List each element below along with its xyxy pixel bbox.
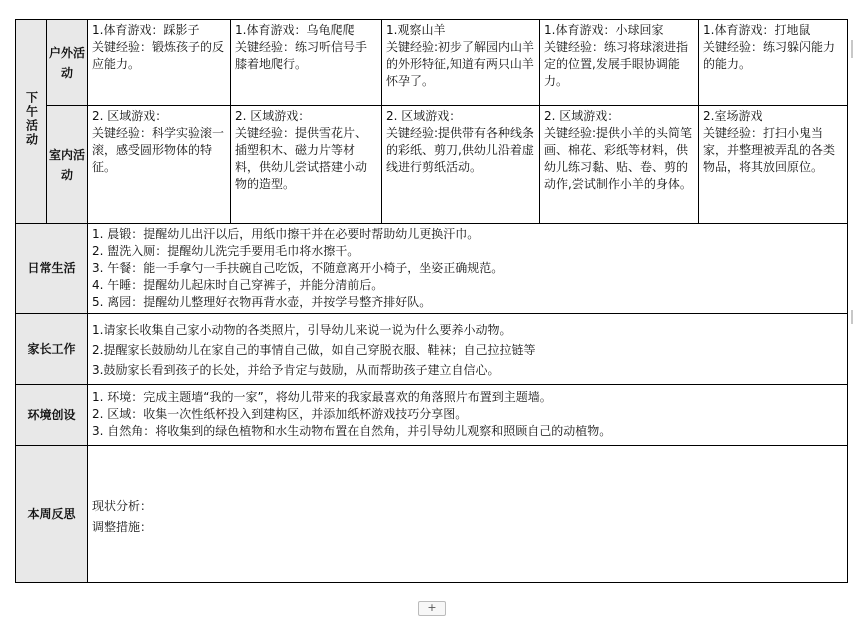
- weekly-plan-table: [15, 19, 848, 583]
- parent-item: 2.提醒家长鼓励幼儿在家自己的事情自己做，如自己穿脱衣服、鞋袜；自己拉拉链等: [92, 343, 536, 357]
- reflection-label: 本周反思: [16, 446, 88, 583]
- reflection-cell[interactable]: [88, 446, 848, 583]
- daily-item: 2. 盥洗入厕：提醒幼儿洗完手要用毛巾将水擦干。: [92, 244, 360, 258]
- outdoor-cell-3[interactable]: 1.观察山羊 关键经验:初步了解园内山羊的外形特征,知道有两只山羊怀孕了。: [382, 20, 540, 106]
- environment-item: 1. 环境：完成主题墙“我的一家”，将幼儿带来的我家最喜欢的角落照片布置到主题墙。: [92, 390, 552, 404]
- environment-row: [16, 385, 848, 446]
- document-page: [15, 19, 847, 583]
- parent-label: 家长工作: [16, 314, 88, 385]
- parent-cell[interactable]: [88, 314, 848, 385]
- indoor-cell-3[interactable]: 2. 区域游戏： 关键经验:提供带有各种线条的彩纸、剪刀,供幼儿沿着虚线进行剪纸活动。: [382, 106, 540, 224]
- reflection-row: [16, 446, 848, 583]
- daily-row: [16, 224, 848, 314]
- indoor-label: 室内活动: [47, 106, 88, 224]
- indoor-cell-4[interactable]: 2. 区域游戏： 关键经验:提供小羊的头简笔画、棉花、彩纸等材料，供幼儿练习黏、贴、卷、剪的动作,尝试制作小羊的身体。: [540, 106, 699, 224]
- daily-item: 4. 午睡：提醒幼儿起床时自己穿裤子，并能分清前后。: [92, 278, 384, 292]
- outdoor-cell-5[interactable]: 1.体育游戏：打地鼠 关键经验：练习躲闪能力的能力。: [699, 20, 848, 106]
- daily-label: 日常生活: [16, 224, 88, 314]
- outdoor-label: 户外活动: [47, 20, 88, 106]
- daily-cell[interactable]: [88, 224, 848, 314]
- indoor-row: [16, 106, 848, 224]
- outdoor-cell-1[interactable]: 1.体育游戏：踩影子 关键经验：锻炼孩子的反应能力。: [88, 20, 231, 106]
- environment-item: 3. 自然角：将收集到的绿色植物和水生动物布置在自然角，并引导幼儿观察和照顾自己的动植物。: [92, 424, 612, 438]
- outdoor-cell-4[interactable]: 1.体育游戏：小球回家 关键经验：练习将球滚进指定的位置,发展手眼协调能力。: [540, 20, 699, 106]
- reflection-analysis: 现状分析：: [92, 499, 153, 513]
- parent-row: [16, 314, 848, 385]
- environment-item: 2. 区域：收集一次性纸杯投入到建构区，并添加纸杯游戏技巧分享图。: [92, 407, 468, 421]
- environment-label: 环境创设: [16, 385, 88, 446]
- parent-item: 3.鼓励家长看到孩子的长处，并给予肯定与鼓励，从而帮助孩子建立自信心。: [92, 363, 500, 377]
- scrollbar-marker[interactable]: [851, 40, 853, 58]
- expand-button[interactable]: +: [418, 601, 446, 616]
- daily-item: 3. 午餐：能一手拿勺一手扶碗自己吃饭，不随意离开小椅子，坐姿正确规范。: [92, 261, 504, 275]
- outdoor-cell-2[interactable]: 1.体育游戏：乌龟爬爬 关键经验：练习听信号手膝着地爬行。: [231, 20, 382, 106]
- scrollbar-marker[interactable]: [851, 310, 853, 324]
- parent-item: 1.请家长收集自己家小动物的各类照片，引导幼儿来说一说为什么要养小动物。: [92, 323, 512, 337]
- daily-item: 1. 晨锻：提醒幼儿出汗以后，用纸巾擦干并在必要时帮助幼儿更换汗巾。: [92, 227, 480, 241]
- indoor-cell-5[interactable]: 2.室场游戏 关键经验：打扫小鬼当家，并整理被弄乱的各类物品，将其放回原位。: [699, 106, 848, 224]
- reflection-measures: 调整措施：: [92, 520, 153, 534]
- environment-cell[interactable]: [88, 385, 848, 446]
- daily-item: 5. 离园：提醒幼儿整理好衣物再背水壶，并按学号整齐排好队。: [92, 295, 432, 309]
- indoor-cell-2[interactable]: 2. 区域游戏： 关键经验：提供雪花片、插塑积木、磁力片等材料，供幼儿尝试搭建小动物的造型。: [231, 106, 382, 224]
- indoor-cell-1[interactable]: 2. 区域游戏： 关键经验：科学实验滚一滚，感受圆形物体的特征。: [88, 106, 231, 224]
- outdoor-row: [16, 20, 848, 106]
- afternoon-label: 下午活动: [16, 20, 47, 224]
